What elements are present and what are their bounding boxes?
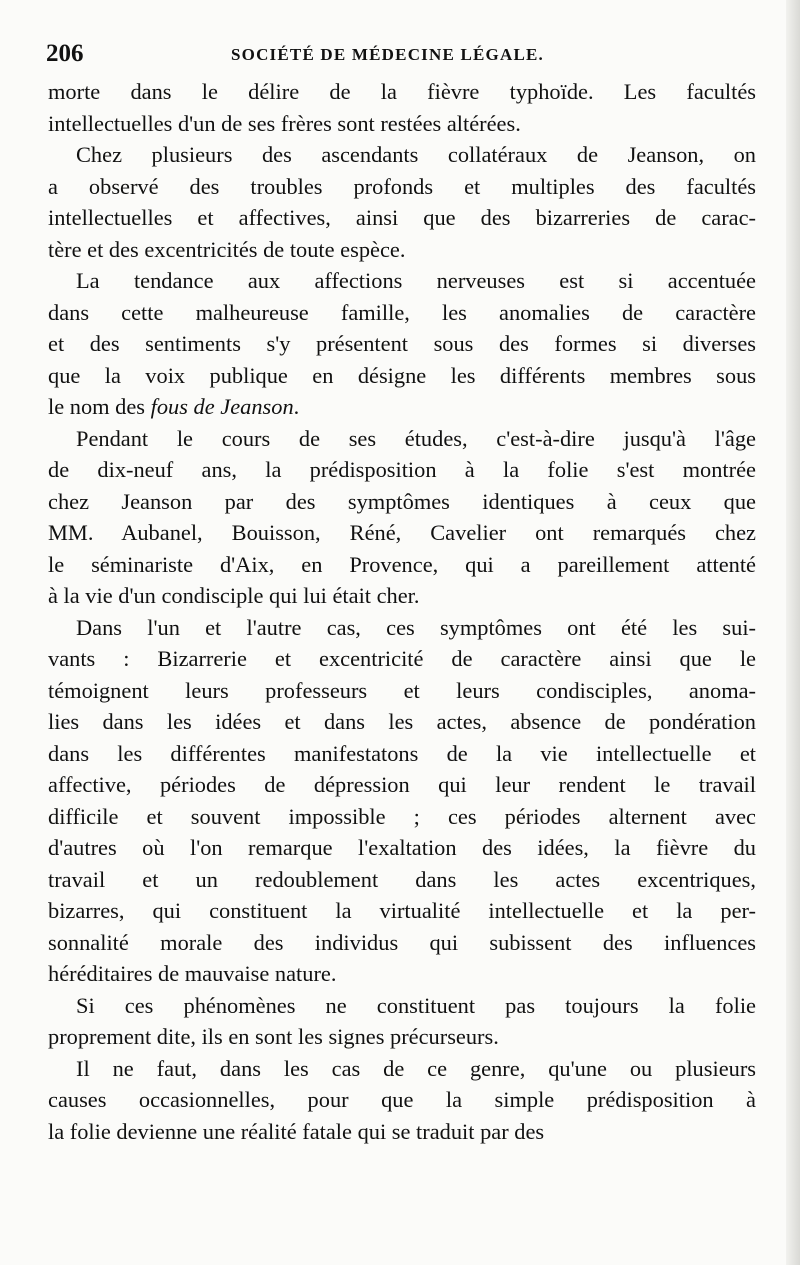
text-line: La tendance aux affections nerveuses est si accentuée: [76, 268, 756, 293]
text-line: lies dans les idées et dans les actes, absence de pondération: [48, 709, 756, 734]
text-line: que la voix publique en désigne les différents membres sous: [48, 362, 756, 388]
text-line: de dix-neuf ans, la prédisposition à la folie s'est montrée: [48, 457, 756, 482]
text-line: et des sentiments s'y présentent sous des formes si diverses: [48, 331, 756, 356]
text-line: témoignent leurs professeurs et leurs condisciples, anoma-: [48, 677, 756, 703]
body-text: [48, 76, 756, 1147]
text-line: tère et des excentricités de toute espèce.: [48, 236, 406, 262]
text-line: dans les différentes manifestatons de la vie intellectuelle et: [48, 740, 756, 766]
italic-phrase: fous de Jeanson: [150, 394, 294, 419]
text-line: causes occasionnelles, pour que la simple prédisposition à: [48, 1087, 756, 1112]
text-segment: le nom des: [48, 394, 151, 419]
page-number: 206: [46, 40, 84, 67]
text-line: sonnalité morale des individus qui subissent des influences: [48, 929, 756, 955]
running-head: SOCIÉTÉ DE MÉDECINE LÉGALE.: [231, 45, 544, 64]
text-line: d'autres où l'on remarque l'exaltation des idées, la fièvre du: [48, 835, 756, 860]
text-line: à la vie d'un condisciple qui lui était cher.: [48, 583, 420, 608]
text-line: intellectuelles et affectives, ainsi que des bizarreries de carac-: [48, 205, 756, 230]
text-line: difficile et souvent impossible ; ces périodes alternent avec: [48, 803, 756, 829]
text-line: a observé des troubles profonds et multiples des facultés: [48, 173, 756, 199]
text-line: Si ces phénomènes ne constituent pas toujours la folie: [76, 992, 756, 1018]
text-segment: .: [293, 394, 300, 419]
text-line: la folie devienne une réalité fatale qui se traduit par des: [48, 1118, 545, 1144]
text-line: Chez plusieurs des ascendants collatéraux de Jeanson, on: [76, 142, 756, 167]
text-line: Dans l'un et l'autre cas, ces symptômes ont été les sui-: [76, 614, 756, 640]
text-line: dans cette malheureuse famille, les anomalies de caractère: [48, 299, 756, 325]
text-line: intellectuelles d'un de ses frères sont restées altérées.: [48, 110, 521, 136]
text-line: héréditaires de mauvaise nature.: [48, 961, 337, 986]
text-line: affective, périodes de dépression qui leur rendent le travail: [48, 772, 756, 797]
text-line: chez Jeanson par des symptômes identiques à ceux que: [48, 488, 756, 514]
page-edge-shadow: [786, 0, 800, 1265]
text-line: travail et un redoublement dans les actes excentriques,: [48, 866, 756, 892]
text-line: [48, 391, 756, 423]
text-line: le séminariste d'Aix, en Provence, qui a pareillement attenté: [48, 551, 756, 577]
text-line: proprement dite, ils en sont les signes précurseurs.: [48, 1024, 499, 1049]
text-line: Pendant le cours de ses études, c'est-à-dire jusqu'à l'âge: [76, 425, 756, 451]
text-line: morte dans le délire de la fièvre typhoïde. Les facultés: [48, 79, 756, 104]
text-line: bizarres, qui constituent la virtualité intellectuelle et la per-: [48, 898, 756, 923]
text-line: Il ne faut, dans les cas de ce genre, qu'une ou plusieurs: [76, 1055, 756, 1081]
page-header: [46, 40, 761, 68]
text-line: MM. Aubanel, Bouisson, Réné, Cavelier ont remarqués chez: [48, 520, 756, 545]
text-line: vants : Bizarrerie et excentricité de caractère ainsi que le: [48, 646, 756, 671]
